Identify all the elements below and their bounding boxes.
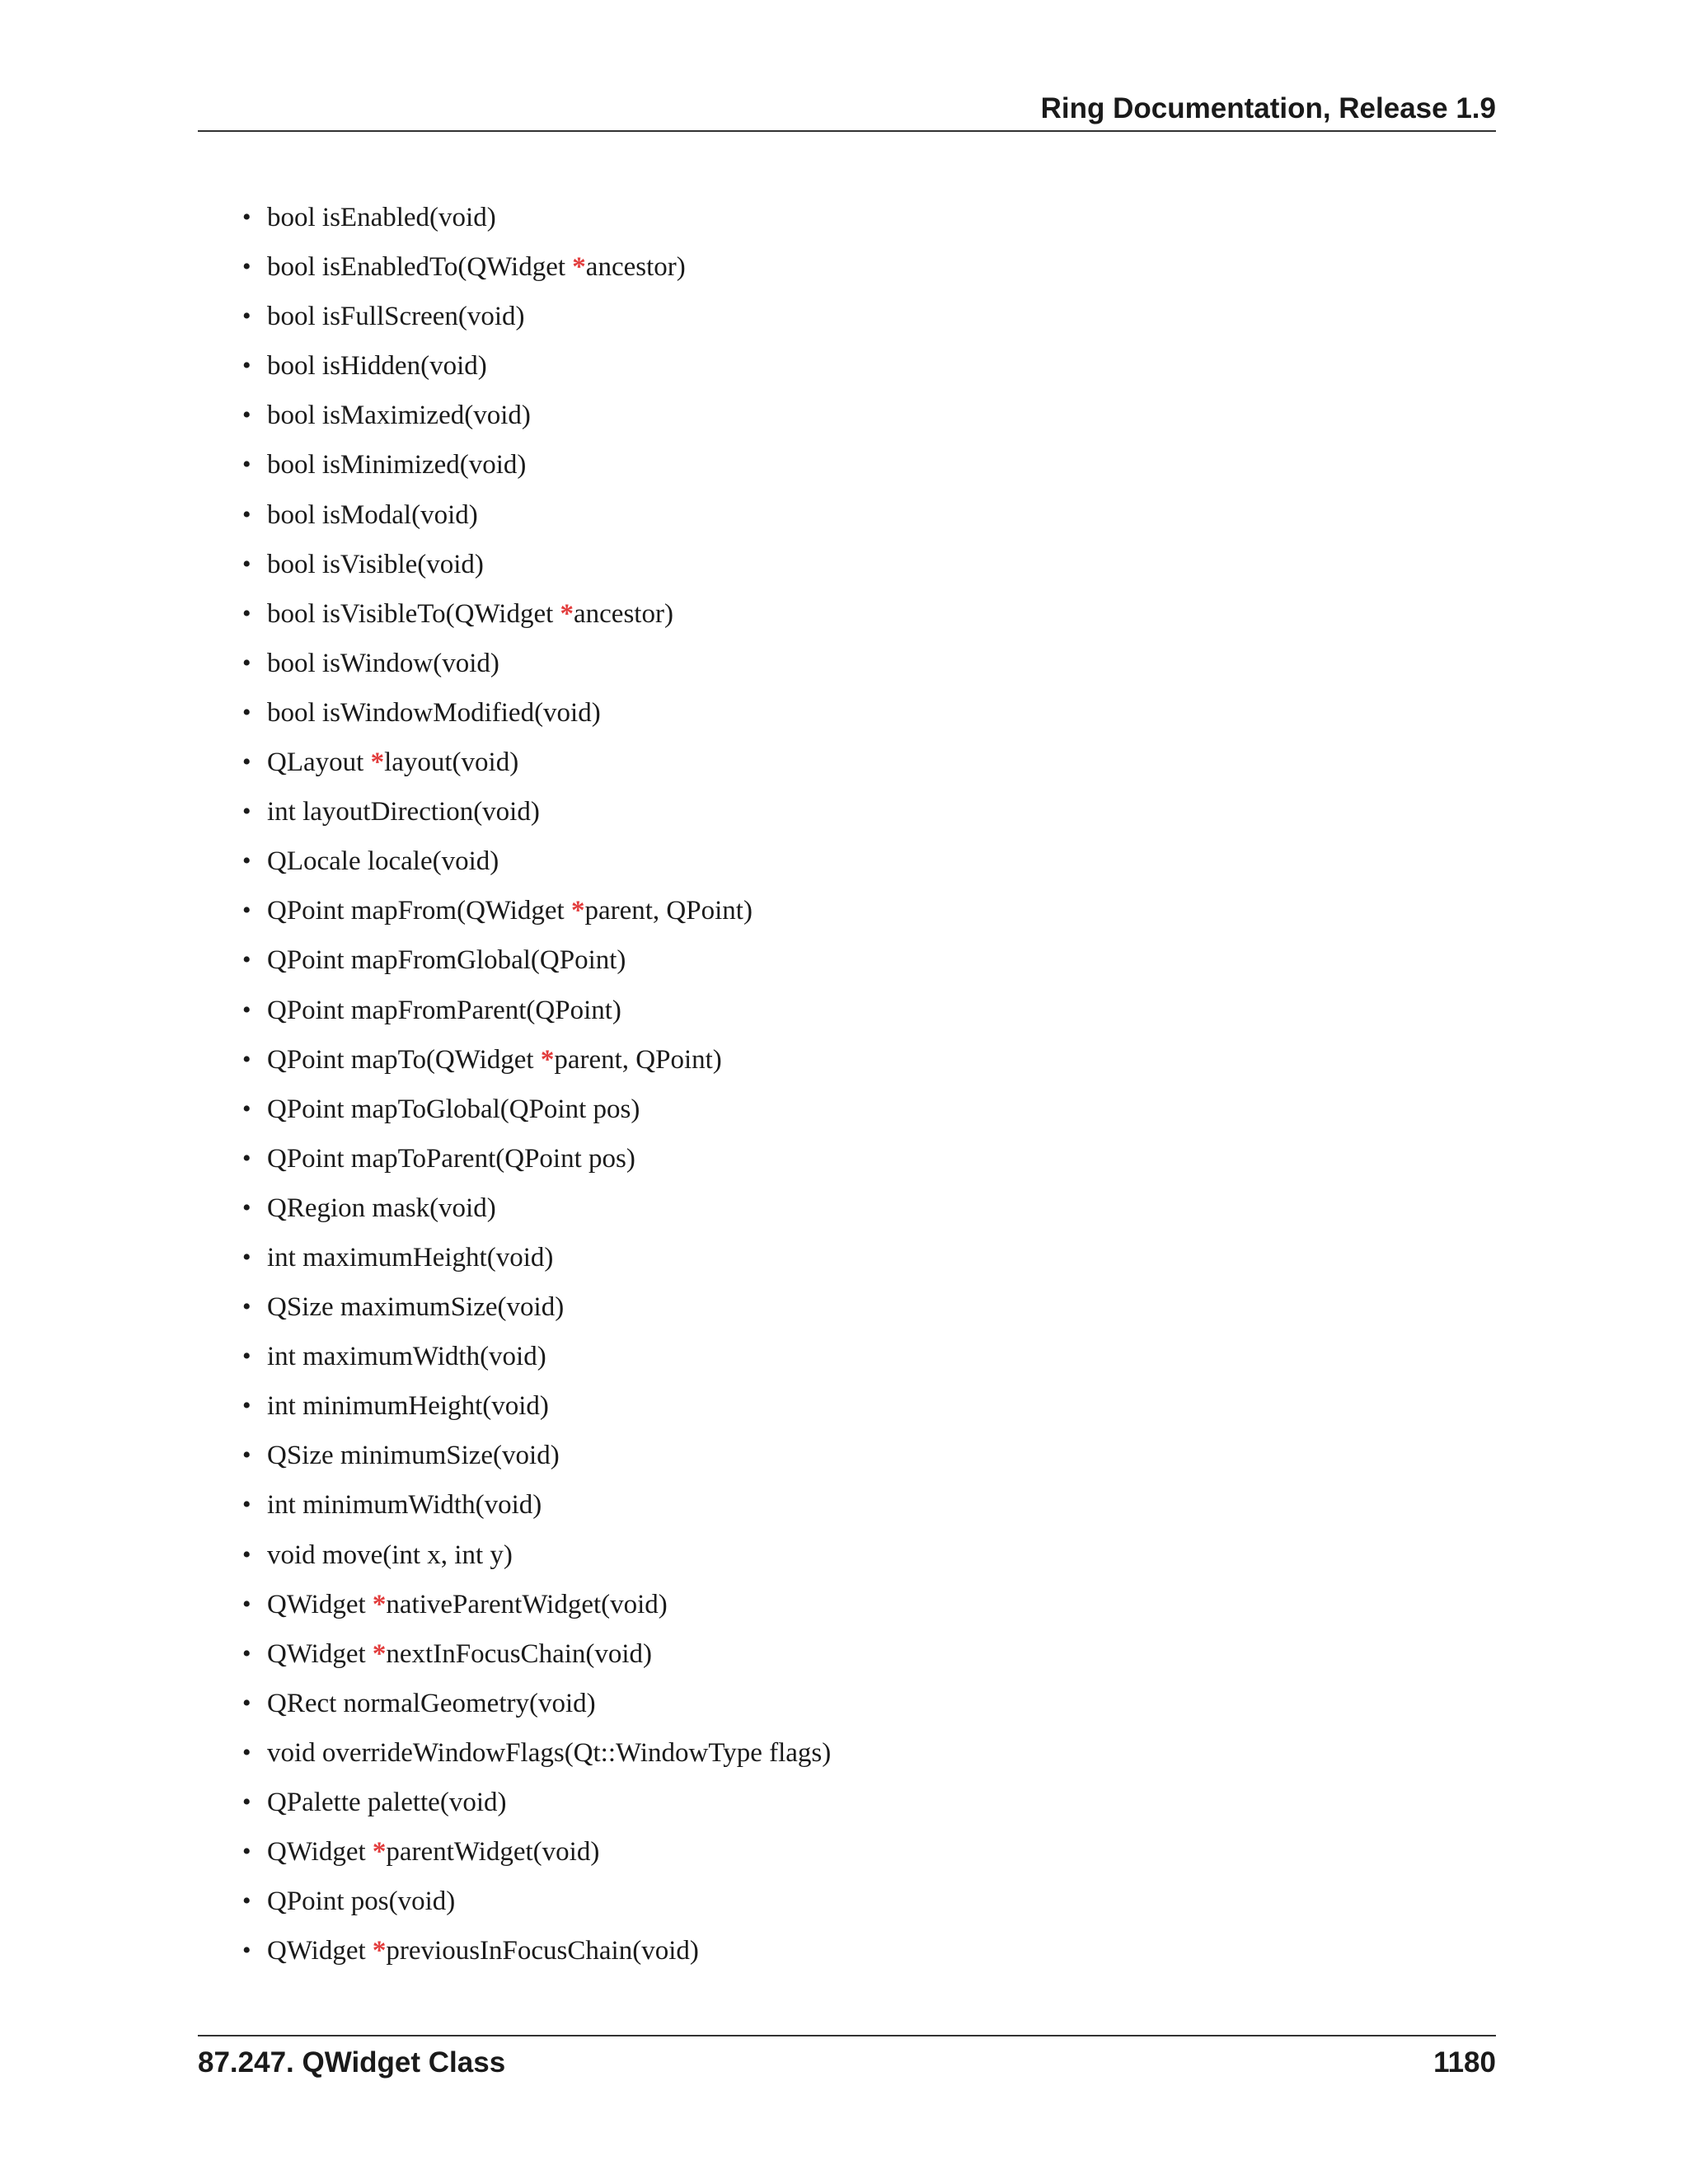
bullet-icon: • [242,1144,251,1172]
method-signature: bool isModal(void) [267,499,478,530]
pointer-star-icon: * [372,1638,387,1669]
method-signature: bool isEnabledTo(QWidget [267,252,573,283]
bullet-icon: • [242,649,251,677]
method-list-item [242,1233,831,1282]
method-signature: bool isWindow(void) [267,648,499,678]
method-signature-rest: layout(void) [384,748,519,778]
method-list-item [242,341,831,391]
method-list-item [242,1728,831,1778]
method-list-item [242,1183,831,1233]
method-list-item [242,1778,831,1827]
pointer-star-icon: * [560,598,574,629]
method-signature: QPoint mapFromParent(QPoint) [267,995,621,1025]
method-list-item [242,1134,831,1183]
method-list-item [242,1580,831,1629]
pointer-star-icon: * [540,1044,555,1075]
pointer-star-icon: * [572,252,586,283]
method-list-item [242,589,831,639]
page-header [198,89,1496,132]
method-list-item [242,242,831,292]
bullet-icon: • [242,1491,251,1519]
bullet-icon: • [242,500,251,528]
bullet-icon: • [242,996,251,1024]
method-list-item [242,886,831,935]
method-signature: bool isEnabled(void) [267,203,496,232]
method-list-item [242,1926,831,1975]
footer-page-number: 1180 [1433,2046,1496,2079]
method-signature: QPoint mapFromGlobal(QPoint) [267,945,626,976]
bullet-icon: • [242,1738,251,1766]
bullet-icon: • [242,1937,251,1965]
method-signature: int maximumWidth(void) [267,1342,546,1372]
method-signature: QPalette palette(void) [267,1788,507,1817]
method-list-item [242,1035,831,1085]
pointer-star-icon: * [372,1936,387,1966]
method-signature: bool isFullScreen(void) [267,302,525,332]
bullet-icon: • [242,352,251,380]
method-signature: bool isMinimized(void) [267,450,527,480]
method-signature: QLocale locale(void) [267,846,499,877]
method-signature: int maximumHeight(void) [267,1242,554,1272]
method-signature: QPoint mapToParent(QPoint pos) [267,1143,635,1174]
bullet-icon: • [242,1689,251,1717]
bullet-icon: • [242,1343,251,1371]
method-signature: QPoint pos(void) [267,1886,456,1917]
bullet-icon: • [242,1788,251,1816]
bullet-icon: • [242,401,251,429]
method-signature: QWidget [267,1837,373,1868]
method-list-item [242,787,831,837]
method-list-item [242,1530,831,1580]
bullet-icon: • [242,550,251,578]
pointer-star-icon: * [370,748,385,778]
method-list-item [242,292,831,341]
method-list-item [242,193,831,242]
method-list-item [242,1431,831,1480]
bullet-icon: • [242,253,251,281]
method-signature: QRect normalGeometry(void) [267,1688,596,1718]
bullet-icon: • [242,946,251,974]
method-list-item [242,738,831,787]
bullet-icon: • [242,302,251,330]
method-signature: QPoint mapFrom(QWidget [267,896,571,926]
bullet-icon: • [242,798,251,826]
bullet-icon: • [242,1293,251,1321]
method-list-item [242,935,831,985]
method-signature-rest: nativeParentWidget(void) [386,1589,668,1619]
bullet-icon: • [242,1540,251,1568]
method-list-item [242,837,831,886]
method-list-item [242,540,831,589]
bullet-icon: • [242,1441,251,1469]
method-signature: QWidget [267,1936,373,1966]
bullet-icon: • [242,1243,251,1271]
method-list-item [242,490,831,540]
pointer-star-icon: * [570,896,585,926]
method-signature-rest: ancestor) [585,252,686,283]
method-list-item [242,1282,831,1332]
method-signature: int layoutDirection(void) [267,797,540,827]
bullet-icon: • [242,1392,251,1420]
method-signature-rest: ancestor) [574,598,673,629]
page-footer [198,2035,1496,2086]
method-list-item [242,1480,831,1530]
method-signature-rest: parentWidget(void) [386,1837,600,1868]
method-signature-rest: parent, QPoint) [554,1044,722,1075]
method-signature: QSize minimumSize(void) [267,1441,560,1471]
method-signature: bool isMaximized(void) [267,401,531,431]
method-signature: QPoint mapToGlobal(QPoint pos) [267,1094,640,1124]
method-list-item [242,986,831,1035]
method-signature: void overrideWindowFlags(Qt::WindowType flags) [267,1737,832,1768]
method-signature: void move(int x, int y) [267,1540,513,1570]
method-signature: bool isWindowModified(void) [267,697,601,728]
bullet-icon: • [242,1639,251,1667]
method-list-item [242,1679,831,1728]
bullet-icon: • [242,204,251,231]
method-signature: bool isVisibleTo(QWidget [267,598,560,629]
bullet-icon: • [242,599,251,627]
method-signature: int minimumWidth(void) [267,1490,542,1521]
method-list [242,193,831,1975]
method-signature-rest: previousInFocusChain(void) [386,1936,699,1966]
method-signature-rest: nextInFocusChain(void) [386,1638,653,1669]
document-title: Ring Documentation, Release 1.9 [1040,92,1496,124]
method-signature: QSize maximumSize(void) [267,1292,565,1323]
bullet-icon: • [242,451,251,479]
bullet-icon: • [242,1590,251,1618]
bullet-icon: • [242,748,251,776]
method-list-item [242,1381,831,1431]
bullet-icon: • [242,1887,251,1915]
footer-section-title: 87.247. QWidget Class [198,2046,506,2079]
bullet-icon: • [242,847,251,875]
method-signature: QLayout [267,748,371,778]
bullet-icon: • [242,1094,251,1122]
method-list-item [242,688,831,738]
pointer-star-icon: * [372,1837,387,1868]
method-signature-rest: parent, QPoint) [584,896,753,926]
method-list-item [242,1085,831,1134]
pointer-star-icon: * [372,1589,387,1619]
method-signature: QPoint mapTo(QWidget [267,1044,541,1075]
bullet-icon: • [242,1838,251,1866]
method-list-item [242,440,831,490]
bullet-icon: • [242,897,251,925]
method-signature: bool isVisible(void) [267,549,484,579]
bullet-icon: • [242,1045,251,1073]
bullet-icon: • [242,1193,251,1221]
method-signature: QWidget [267,1589,373,1619]
method-list-item [242,1332,831,1381]
method-list-item [242,639,831,688]
method-list-item [242,391,831,440]
method-signature: bool isHidden(void) [267,351,487,382]
method-signature: int minimumHeight(void) [267,1391,549,1422]
method-list-item [242,1827,831,1877]
method-signature: QWidget [267,1638,373,1669]
bullet-icon: • [242,698,251,726]
method-list-item [242,1629,831,1679]
method-list-item [242,1877,831,1926]
method-signature: QRegion mask(void) [267,1193,496,1223]
